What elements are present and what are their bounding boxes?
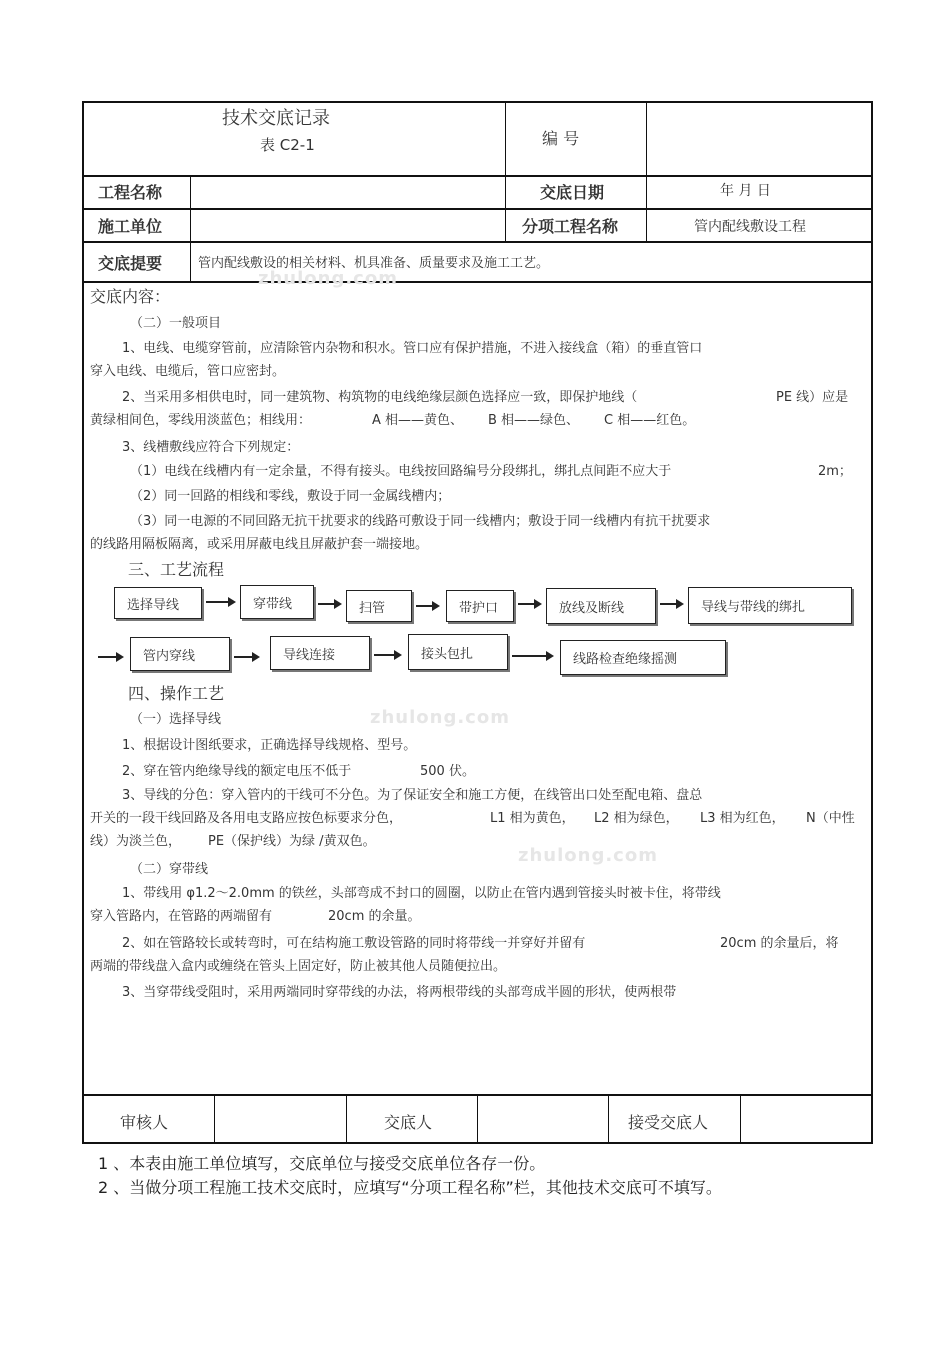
flow-step-9: 接头包扎 — [408, 634, 508, 670]
paragraph: 黄绿相间色，零线用淡蓝色；相线用： — [90, 413, 312, 428]
section-process-heading: 三、工艺流程 — [128, 560, 225, 579]
flow-step-5: 放线及断线 — [546, 588, 656, 624]
watermark: zhulong.com — [370, 707, 510, 728]
flow-arrow — [318, 603, 340, 605]
project-name-label: 工程名称 — [98, 183, 163, 202]
paragraph: PE 线）应是 — [776, 390, 849, 405]
paragraph: （1）电线在线槽内有一定余量，不得有接头。电线按回路编号分段绑扎，绑扎点间距不应大于 — [130, 464, 672, 479]
flow-step-6: 导线与带线的绑扎 — [688, 587, 852, 624]
paragraph: B 相——绿色、 — [488, 413, 580, 428]
construction-unit-label: 施工单位 — [98, 217, 163, 236]
discloser-label: 交底人 — [384, 1113, 433, 1132]
paragraph: L1 相为黄色， — [490, 811, 575, 826]
flow-arrow — [512, 655, 552, 657]
flow-arrow — [234, 656, 258, 658]
paragraph: 3、导线的分色：穿入管内的干线可不分色。为了保证安全和施工方便，在线管出口处至配电箱、盘总 — [122, 788, 703, 803]
content-title: 交底内容： — [90, 287, 171, 306]
paragraph: 2、穿在管内绝缘导线的额定电压不低于 — [122, 764, 352, 779]
paragraph: 1、电线、电缆穿管前，应清除管内杂物和积水。管口应有保护措施，不进入接线盒（箱）的垂直管口 — [122, 341, 703, 356]
paragraph: 线）为淡兰色， — [90, 834, 182, 849]
paragraph: L3 相为红色， — [700, 811, 785, 826]
sub-project-value[interactable]: 管内配线敷设工程 — [694, 219, 806, 235]
reviewer-label: 审核人 — [120, 1113, 169, 1132]
receiver-value[interactable] — [746, 1100, 866, 1138]
paragraph: A 相——黄色、 — [372, 413, 464, 428]
paragraph: C 相——红色。 — [604, 413, 696, 428]
paragraph: L2 相为绿色， — [594, 811, 679, 826]
paragraph: N（中性 — [806, 811, 855, 826]
paragraph: （2）同一回路的相线和零线，敷设于同一金属线槽内； — [130, 489, 451, 504]
paragraph: 穿入电线、电缆后，管口应密封。 — [90, 364, 286, 379]
form-number: 表 C2-1 — [260, 136, 315, 154]
form-title: 技术交底记录 — [222, 108, 330, 129]
subsection-heading: （二）穿带线 — [130, 862, 209, 877]
paragraph: 1、带线用 φ1.2～2.0mm 的铁丝，头部弯成不封口的圆圈，以防止在管内遇到管接头时被卡住，将带线 — [122, 886, 721, 901]
summary-label: 交底提要 — [98, 254, 163, 273]
paragraph: 的线路用隔板隔离，或采用屏蔽电线且屏蔽护套一端接地。 — [90, 537, 429, 552]
reviewer-value[interactable] — [220, 1100, 340, 1138]
flow-arrow — [374, 654, 400, 656]
watermark: zhulong.com — [518, 845, 658, 866]
paragraph: 2、当采用多相供电时，同一建筑物、构筑物的电线绝缘层颜色选择应一致，即保护地线（ — [122, 390, 638, 405]
discloser-value[interactable] — [482, 1100, 602, 1138]
date-label: 交底日期 — [540, 183, 605, 202]
flow-step-2: 穿带线 — [240, 585, 314, 619]
receiver-label: 接受交底人 — [628, 1113, 709, 1132]
flow-step-7: 管内穿线 — [130, 637, 230, 671]
summary-value[interactable]: 管内配线敷设的相关材料、机具准备、质量要求及施工工艺。 — [198, 256, 550, 271]
flow-arrow — [518, 603, 540, 605]
paragraph: PE（保护线）为绿 /黄双色。 — [208, 834, 376, 849]
paragraph: 1、根据设计图纸要求，正确选择导线规格、型号。 — [122, 738, 417, 753]
flow-arrow — [98, 656, 122, 658]
paragraph: 2m； — [818, 464, 852, 479]
flow-step-8: 导线连接 — [270, 636, 370, 670]
paragraph: 2、如在管路较长或转弯时，可在结构施工敷设管路的同时将带线一并穿好并留有 — [122, 936, 586, 951]
number-label: 编 号 — [542, 129, 580, 148]
paragraph: 两端的带线盘入盒内或缠绕在管头上固定好，防止被其他人员随便拉出。 — [90, 959, 507, 974]
flow-step-3: 扫管 — [346, 590, 412, 622]
paragraph: 20cm 的余量。 — [328, 909, 421, 924]
subsection-heading: （一）选择导线 — [130, 712, 222, 727]
section-operation-heading: 四、操作工艺 — [128, 684, 225, 703]
paragraph: 3、当穿带线受阻时，采用两端同时穿带线的办法，将两根带线的头部弯成半圆的形状，使两根带 — [122, 985, 677, 1000]
paragraph: 穿入管路内，在管路的两端留有 — [90, 909, 273, 924]
flow-step-1: 选择导线 — [114, 587, 202, 619]
watermark: zhulong.com — [258, 268, 398, 289]
flow-arrow — [416, 605, 438, 607]
paragraph: 500 伏。 — [420, 764, 475, 779]
date-value[interactable]: 年 月 日 — [720, 183, 771, 199]
paragraph: 开关的一段干线回路及各用电支路应按色标要求分色， — [90, 811, 403, 826]
flow-arrow — [206, 601, 234, 603]
flow-step-4: 带护口 — [446, 590, 514, 622]
paragraph: （3）同一电源的不同回路无抗干扰要求的线路可敷设于同一线槽内；敷设于同一线槽内有抗干扰要求 — [130, 514, 711, 529]
section-general-heading: （二）一般项目 — [130, 316, 222, 331]
paragraph: 3、线槽敷线应符合下列规定： — [122, 440, 300, 455]
footnote: 2 、当做分项工程施工技术交底时，应填写“分项工程名称”栏，其他技术交底可不填写。 — [98, 1178, 722, 1197]
flow-arrow — [660, 603, 682, 605]
footnote: 1 、本表由施工单位填写，交底单位与接受交底单位各存一份。 — [98, 1154, 546, 1173]
sub-project-label: 分项工程名称 — [522, 217, 619, 236]
flow-step-10: 线路检查绝缘摇测 — [560, 640, 726, 675]
paragraph: 20cm 的余量后，将 — [720, 936, 839, 951]
